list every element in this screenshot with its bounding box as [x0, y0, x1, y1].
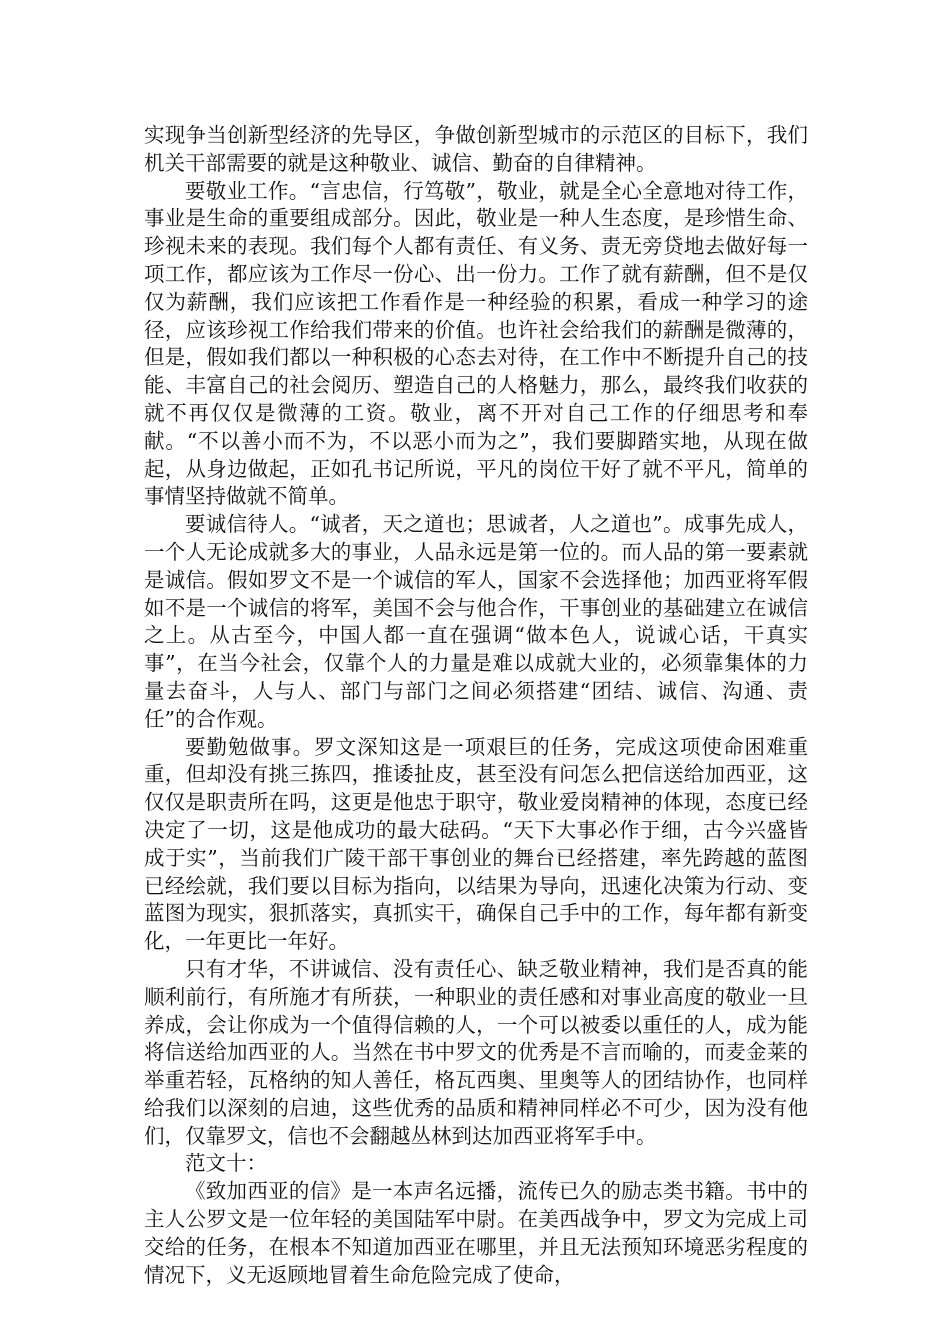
- paragraph-dedication: 要敬业工作。“言忠信，行笃敬”，敬业，就是全心全意地对待工作，事业是生命的重要组成部分。因此，敬业是一种人生态度，是珍惜生命、珍视未来的表现。我们每个人都有责任、有义务、责无旁贷地去做好每一项工作，都应该为工作尽一份心、出一份力。工作了就有薪酬，但不是仅仅为薪酬，我们应该把工作看作是一种经验的积累，看成一种学习的途径，应该珍视工作给我们带来的价值。也许社会给我们的薪酬是微薄的，但是，假如我们都以一种积极的心态去对待，在工作中不断提升自己的技能、丰富自己的社会阅历、塑造自己的人格魅力，那么，最终我们收获的就不再仅仅是微薄的工资。敬业，离不开对自己工作的仔细思考和奉献。“不以善小而不为，不以恶小而为之”，我们要脚踏实地，从现在做起，从身边做起，正如孔书记所说，平凡的岗位干好了就不平凡，简单的事情坚持做就不简单。: [144, 178, 808, 509]
- paragraph-diligence: 要勤勉做事。罗文深知这是一项艰巨的任务，完成这项使命困难重重，但却没有挑三拣四，推诿扯皮，甚至没有问怎么把信送给加西亚，这仅仅是职责所在吗，这更是他忠于职守，敬业爱岗精神的体现，态度已经决定了一切，这是他成功的最大砝码。“天下大事必作于细，古今兴盛皆成于实”，当前我们广陵干部干事创业的舞台已经搭建，率先跨越的蓝图已经绘就，我们要以目标为指向，以结果为导向，迅速化决策为行动、变蓝图为现实，狠抓落实，真抓实干，确保自己手中的工作，每年都有新变化，一年更比一年好。: [144, 734, 808, 954]
- paragraph-integrity: 要诚信待人。“诚者，天之道也；思诚者，人之道也”。成事先成人，一个人无论成就多大的事业，人品永远是第一位的。而人品的第一要素就是诚信。假如罗文不是一个诚信的军人，国家不会选择他；加西亚将军假如不是一个诚信的将军，美国不会与他合作，干事创业的基础建立在诚信之上。从古至今，中国人都一直在强调“做本色人，说诚心话，干真实事”，在当今社会，仅靠个人的力量是难以成就大业的，必须靠集体的力量去奋斗，人与人、部门与部门之间必须搭建“团结、诚信、沟通、责任”的合作观。: [144, 512, 808, 731]
- document-page: [144, 122, 808, 1289]
- paragraph-sample-ten: 《致加西亚的信》是一本声名远播，流传已久的励志类书籍。书中的主人公罗文是一位年轻的美国陆军中尉。在美西战争中，罗文为完成上司交给的任务，在根本不知道加西亚在哪里，并且无法预知环境恶劣程度的情况下，义无返顾地冒着生命危险完成了使命，: [144, 1179, 808, 1287]
- paragraph-continuation: 实现争当创新型经济的先导区，争做创新型城市的示范区的目标下，我们机关干部需要的就是这种敬业、诚信、勤奋的自律精神。: [144, 123, 808, 175]
- paragraph-conclusion: 只有才华，不讲诚信、没有责任心、缺乏敬业精神，我们是否真的能顺利前行，有所施才有所获，一种职业的责任感和对事业高度的敬业一旦养成，会让你成为一个值得信赖的人，一个可以被委以重任的人，成为能将信送给加西亚的人。当然在书中罗文的优秀是不言而喻的，而麦金莱的举重若轻，瓦格纳的知人善任，格瓦西奥、里奥等人的团结协作，也同样给我们以深刻的启迪，这些优秀的品质和精神同样必不可少，因为没有他们，仅靠罗文，信也不会翻越丛林到达加西亚将军手中。: [144, 956, 808, 1148]
- section-heading: 范文十：: [185, 1151, 267, 1176]
